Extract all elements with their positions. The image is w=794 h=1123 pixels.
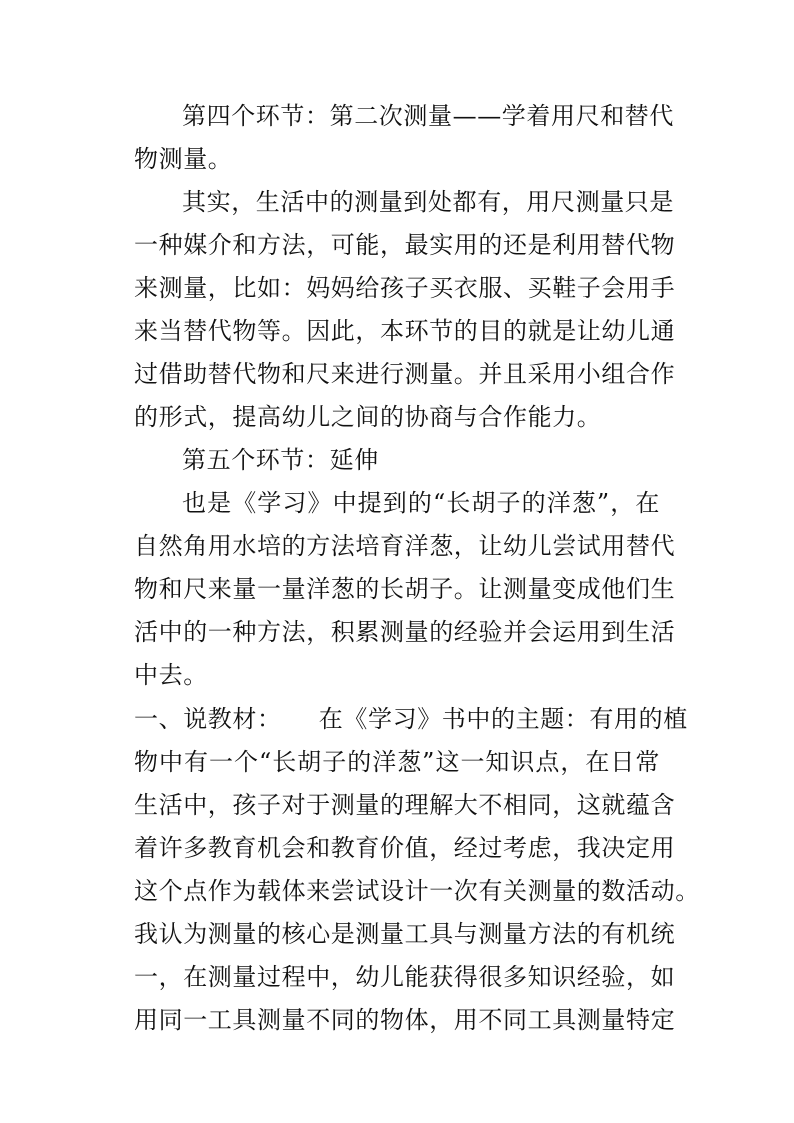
- text-line-17: 生活中，孩子对于测量的理解大不相同，这就蕴含: [134, 791, 676, 819]
- text-line-12: 物和尺来量一量洋葱的长胡子。让测量变成他们生: [134, 575, 676, 603]
- text-line-11: 自然角用水培的方法培育洋葱，让幼儿尝试用替代: [134, 532, 676, 560]
- text-line-5: 来测量，比如：妈妈给孩子买衣服、买鞋子会用手: [134, 274, 676, 302]
- text-line-14: 中去。: [134, 661, 208, 689]
- text-line-1: 第四个环节：第二次测量——学着用尺和替代: [182, 102, 674, 130]
- text-line-10: 也是《学习》中提到的“长胡子的洋葱”，在: [182, 489, 660, 517]
- text-line-22: 用同一工具测量不同的物体，用不同工具测量特定: [134, 1006, 676, 1034]
- text-line-2: 物测量。: [134, 145, 233, 173]
- text-line-19: 这个点作为载体来尝试设计一次有关测量的数活动。: [134, 877, 700, 905]
- text-line-16: 物中有一个“长胡子的洋葱”这一知识点，在日常: [134, 748, 660, 776]
- text-line-7: 过借助替代物和尺来进行测量。并且采用小组合作: [134, 360, 676, 388]
- text-line-6: 来当替代物等。因此，本环节的目的就是让幼儿通: [134, 317, 676, 345]
- text-line-15: 一、说教材： 在《学习》书中的主题：有用的植: [134, 705, 688, 733]
- text-line-9: 第五个环节：延伸: [182, 446, 379, 474]
- text-line-20: 我认为测量的核心是测量工具与测量方法的有机统: [134, 920, 676, 948]
- text-line-21: 一，在测量过程中，幼儿能获得很多知识经验，如: [134, 963, 676, 991]
- text-line-18: 着许多教育机会和教育价值，经过考虑，我决定用: [134, 834, 676, 862]
- text-line-8: 的形式，提高幼儿之间的协商与合作能力。: [134, 403, 602, 431]
- text-line-13: 活中的一种方法，积累测量的经验并会运用到生活: [134, 618, 676, 646]
- text-line-4: 一种媒介和方法，可能，最实用的还是利用替代物: [134, 231, 676, 259]
- text-line-3: 其实，生活中的测量到处都有，用尺测量只是: [182, 188, 674, 216]
